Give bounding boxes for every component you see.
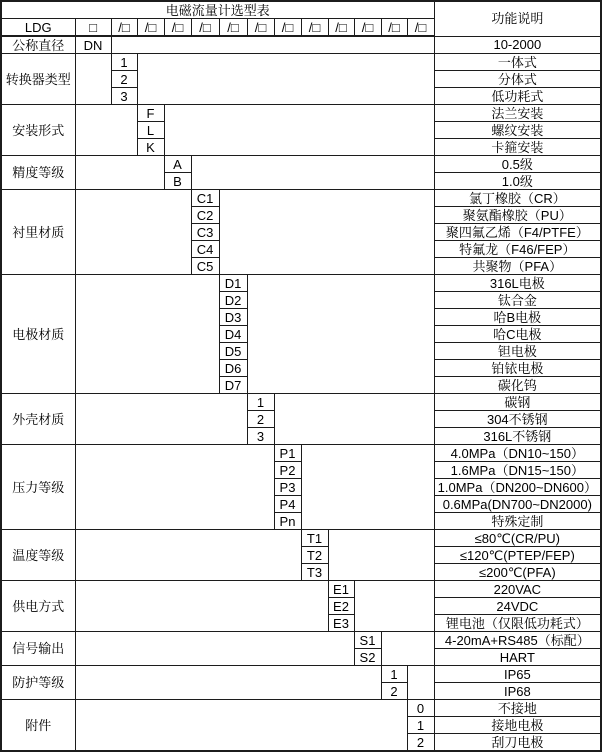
blank-area-left xyxy=(75,105,137,156)
code-cell: E1 xyxy=(328,581,354,598)
desc-cell: 钽电极 xyxy=(434,343,601,360)
desc-cell: 共聚物（PFA） xyxy=(434,258,601,275)
category-label: 外壳材质 xyxy=(1,394,75,445)
desc-cell: 铂铱电极 xyxy=(434,360,601,377)
model-code-slot: /□ xyxy=(328,19,354,37)
model-code-slot: /□ xyxy=(301,19,328,37)
desc-cell: ≤120℃(PTEP/FEP) xyxy=(434,547,601,564)
code-cell: T3 xyxy=(301,564,328,581)
blank-area-right xyxy=(247,275,434,394)
blank-area-right xyxy=(328,530,434,581)
code-cell: 2 xyxy=(111,71,137,88)
desc-cell: ≤80℃(CR/PU) xyxy=(434,530,601,547)
code-cell: D5 xyxy=(219,343,247,360)
blank-area-right xyxy=(407,666,434,700)
desc-cell: 分体式 xyxy=(434,71,601,88)
desc-cell: 碳钢 xyxy=(434,394,601,411)
code-cell: T1 xyxy=(301,530,328,547)
code-cell: P3 xyxy=(274,479,301,496)
category-label: 附件 xyxy=(1,700,75,752)
desc-cell: 聚四氟乙烯（F4/PTFE） xyxy=(434,224,601,241)
desc-cell: 304不锈钢 xyxy=(434,411,601,428)
code-cell: E3 xyxy=(328,615,354,632)
code-cell: D1 xyxy=(219,275,247,292)
code-cell: 1 xyxy=(381,666,407,683)
desc-cell: 刮刀电极 xyxy=(434,734,601,752)
code-cell: 2 xyxy=(407,734,434,752)
desc-cell: 法兰安装 xyxy=(434,105,601,122)
code-cell: L xyxy=(137,122,164,139)
category-label: 精度等级 xyxy=(1,156,75,190)
model-code-slot: /□ xyxy=(137,19,164,37)
blank-area-left xyxy=(75,54,111,105)
code-cell: C3 xyxy=(191,224,219,241)
code-cell: D3 xyxy=(219,309,247,326)
category-label: 转换器类型 xyxy=(1,54,75,105)
function-column-header: 功能说明 xyxy=(434,1,601,36)
desc-cell: 0.6MPa(DN700~DN2000) xyxy=(434,496,601,513)
desc-cell: 聚氨酯橡胶（PU） xyxy=(434,207,601,224)
blank-area-left xyxy=(75,632,354,666)
category-label: 防护等级 xyxy=(1,666,75,700)
model-code-slot: /□ xyxy=(219,19,247,37)
code-cell: D4 xyxy=(219,326,247,343)
blank-area-right xyxy=(191,156,434,190)
desc-cell: IP65 xyxy=(434,666,601,683)
blank-area-left xyxy=(75,394,247,445)
model-code-slot: /□ xyxy=(381,19,407,37)
code-cell: 1 xyxy=(407,717,434,734)
desc-cell: 螺纹安装 xyxy=(434,122,601,139)
desc-cell: HART xyxy=(434,649,601,666)
code-cell: 1 xyxy=(111,54,137,71)
blank-area-left xyxy=(75,445,274,530)
blank-area-right xyxy=(111,36,434,54)
desc-cell: 316L电极 xyxy=(434,275,601,292)
code-cell: 2 xyxy=(247,411,274,428)
blank-area-right xyxy=(301,445,434,530)
desc-cell: 10-2000 xyxy=(434,36,601,54)
code-cell: E2 xyxy=(328,598,354,615)
blank-area-right xyxy=(274,394,434,445)
desc-cell: 1.6MPa（DN15~150） xyxy=(434,462,601,479)
code-cell: P4 xyxy=(274,496,301,513)
code-cell: 3 xyxy=(111,88,137,105)
code-cell: C5 xyxy=(191,258,219,275)
code-cell: D6 xyxy=(219,360,247,377)
blank-area-right xyxy=(137,54,434,105)
code-cell: P2 xyxy=(274,462,301,479)
model-code-slot: /□ xyxy=(247,19,274,37)
blank-area-right xyxy=(164,105,434,156)
desc-cell: 特氟龙（F46/FEP） xyxy=(434,241,601,258)
model-code-box: □ xyxy=(75,19,111,37)
desc-cell: IP68 xyxy=(434,683,601,700)
desc-cell: 锂电池（仅限低功耗式） xyxy=(434,615,601,632)
model-code-slot: /□ xyxy=(274,19,301,37)
code-cell: C4 xyxy=(191,241,219,258)
model-code-slot: /□ xyxy=(191,19,219,37)
category-label: 压力等级 xyxy=(1,445,75,530)
desc-cell: 哈C电极 xyxy=(434,326,601,343)
blank-area-right xyxy=(354,581,434,632)
code-cell: A xyxy=(164,156,191,173)
code-cell: DN xyxy=(75,36,111,54)
category-label: 安装形式 xyxy=(1,105,75,156)
desc-cell: 24VDC xyxy=(434,598,601,615)
code-cell: D7 xyxy=(219,377,247,394)
blank-area-right xyxy=(219,190,434,275)
code-cell: P1 xyxy=(274,445,301,462)
desc-cell: 316L不锈钢 xyxy=(434,428,601,445)
code-cell: Pn xyxy=(274,513,301,530)
code-cell: F xyxy=(137,105,164,122)
model-code-slot: /□ xyxy=(354,19,381,37)
model-code-slot: /□ xyxy=(164,19,191,37)
code-cell: D2 xyxy=(219,292,247,309)
desc-cell: 碳化钨 xyxy=(434,377,601,394)
code-cell: S1 xyxy=(354,632,381,649)
code-cell: 3 xyxy=(247,428,274,445)
model-code-slot: /□ xyxy=(407,19,434,37)
model-code-slot: /□ xyxy=(111,19,137,37)
desc-cell: 氯丁橡胶（CR） xyxy=(434,190,601,207)
category-label: 信号输出 xyxy=(1,632,75,666)
desc-cell: 不接地 xyxy=(434,700,601,717)
category-label: 供电方式 xyxy=(1,581,75,632)
code-cell: K xyxy=(137,139,164,156)
blank-area-left xyxy=(75,700,407,752)
table-title: 电磁流量计选型表 xyxy=(1,1,434,19)
code-cell: T2 xyxy=(301,547,328,564)
model-prefix: LDG xyxy=(1,19,75,37)
code-cell: 0 xyxy=(407,700,434,717)
blank-area-left xyxy=(75,581,328,632)
blank-area-left xyxy=(75,275,219,394)
desc-cell: 特殊定制 xyxy=(434,513,601,530)
code-cell: 2 xyxy=(381,683,407,700)
category-label: 温度等级 xyxy=(1,530,75,581)
desc-cell: 1.0MPa（DN200~DN600） xyxy=(434,479,601,496)
desc-cell: 一体式 xyxy=(434,54,601,71)
desc-cell: 卡箍安装 xyxy=(434,139,601,156)
desc-cell: 钛合金 xyxy=(434,292,601,309)
desc-cell: ≤200℃(PFA) xyxy=(434,564,601,581)
category-label: 衬里材质 xyxy=(1,190,75,275)
blank-area-left xyxy=(75,190,191,275)
category-label: 电极材质 xyxy=(1,275,75,394)
code-cell: C1 xyxy=(191,190,219,207)
blank-area-left xyxy=(75,156,164,190)
code-cell: S2 xyxy=(354,649,381,666)
code-cell: B xyxy=(164,173,191,190)
blank-area-left xyxy=(75,530,301,581)
desc-cell: 4-20mA+RS485（标配） xyxy=(434,632,601,649)
desc-cell: 0.5级 xyxy=(434,156,601,173)
desc-cell: 4.0MPa（DN10~150） xyxy=(434,445,601,462)
desc-cell: 220VAC xyxy=(434,581,601,598)
blank-area-right xyxy=(381,632,434,666)
code-cell: C2 xyxy=(191,207,219,224)
desc-cell: 接地电极 xyxy=(434,717,601,734)
code-cell: 1 xyxy=(247,394,274,411)
category-label: 公称直径 xyxy=(1,36,75,54)
desc-cell: 哈B电极 xyxy=(434,309,601,326)
desc-cell: 低功耗式 xyxy=(434,88,601,105)
desc-cell: 1.0级 xyxy=(434,173,601,190)
blank-area-left xyxy=(75,666,381,700)
